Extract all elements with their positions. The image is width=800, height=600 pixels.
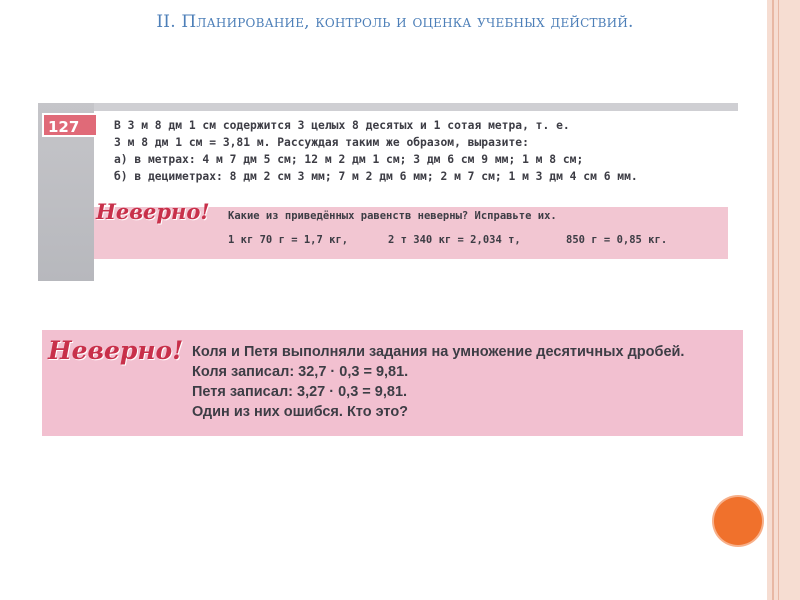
problem-line: Коля и Петя выполняли задания на умножение десятичных дробей.: [192, 344, 685, 360]
problem-line: Один из них ошибся. Кто это?: [192, 404, 409, 420]
task-line: б) в дециметрах: 8 дм 2 см 3 мм; 7 м 2 дм 6 мм; 2 м 7 см; 1 м 3 дм 4 см 6 мм.: [114, 170, 638, 183]
wrong-label: Неверно!: [96, 199, 210, 224]
decorative-orange-circle: [714, 497, 762, 545]
slide-frame-line: [772, 0, 774, 600]
problem-line: Коля записал: 32,7 · 0,3 = 9,81.: [192, 364, 409, 380]
textbook-excerpt-task-127: [38, 103, 738, 281]
slide-frame-line-thin: [778, 0, 779, 600]
equality-item: 1 кг 70 г = 1,7 кг,: [228, 234, 349, 246]
problem-line: Петя записал: 3,27 · 0,3 = 9,81.: [192, 384, 408, 400]
excerpt-top-band: [38, 103, 738, 111]
task-number-badge: 127: [42, 113, 98, 137]
wrong-question: Какие из приведённых равенств неверны? Исправьте их.: [228, 210, 557, 222]
textbook-excerpt-kolya-petya: [42, 330, 743, 436]
task-text: [114, 117, 734, 185]
equality-item: 850 г = 0,85 кг.: [566, 234, 668, 246]
problem-text: [192, 342, 740, 422]
wrong-label: Неверно!: [48, 336, 184, 365]
slide-title: II. Планирование, контроль и оценка учебных действий.: [156, 12, 634, 32]
equality-item: 2 т 340 кг = 2,034 т,: [388, 234, 521, 246]
task-line: В 3 м 8 дм 1 см содержится 3 целых 8 десятых и 1 сотая метра, т. е.: [114, 119, 570, 132]
task-line: а) в метрах: 4 м 7 дм 5 см; 12 м 2 дм 1 см; 3 дм 6 см 9 мм; 1 м 8 см;: [114, 153, 584, 166]
task-line: 3 м 8 дм 1 см = 3,81 м. Рассуждая таким же образом, выразите:: [114, 136, 529, 149]
